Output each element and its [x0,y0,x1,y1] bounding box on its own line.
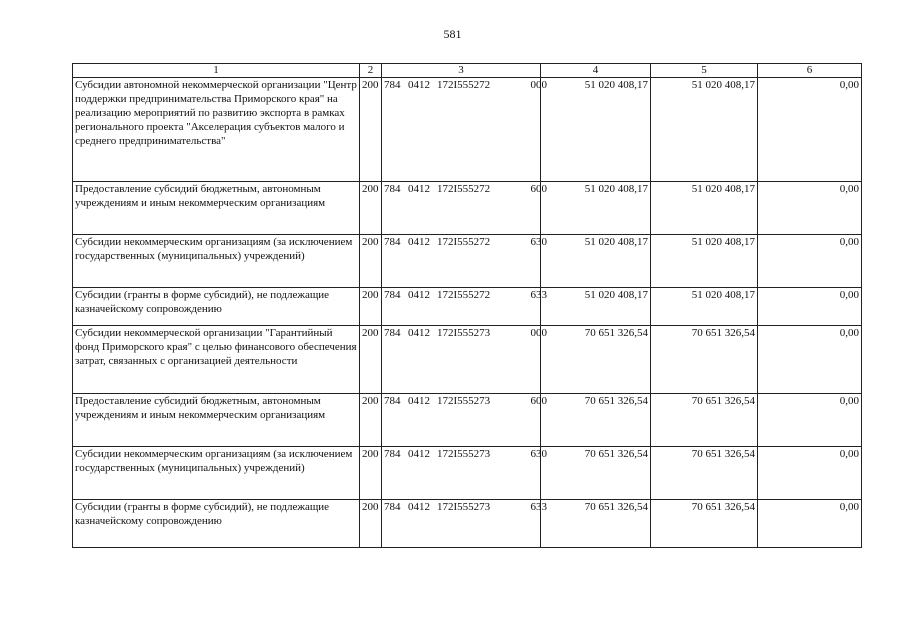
table-row [73,78,862,182]
table-row [73,182,862,235]
row-name-cell: Субсидии некоммерческим организациям (за исключением государственных (муниципальных) учреждений) [73,235,360,288]
grbs-code: 784 [384,395,401,407]
section-code: 0412 [408,448,430,460]
table-row [73,500,862,548]
budget-table [72,63,862,548]
amount-col6-cell: 0,00 [758,235,862,288]
grbs-code: 784 [384,327,401,339]
budget-code-cell [382,235,547,288]
amount-col6-cell: 0,00 [758,394,862,447]
amount-col5-cell: 70 651 326,54 [651,500,758,548]
row-name-cell: Субсидии (гранты в форме субсидий), не подлежащие казначейскому сопровождению [73,288,360,326]
column-header: 6 [758,64,862,78]
amount-col5-cell: 70 651 326,54 [651,447,758,500]
section-code: 0412 [408,289,430,301]
col2-cell: 200 [360,288,382,326]
target-article-code: 172I555272 [437,289,491,301]
col2-cell: 200 [360,394,382,447]
amount-col6-cell: 0,00 [758,326,862,394]
row-name-cell: Субсидии некоммерческой организации "Гарантийный фонд Приморского края" с целью финансового обеспечения затрат, связанных с организацией деятельности [73,326,360,394]
budget-code-cell [382,78,547,182]
col2-cell: 200 [360,326,382,394]
grbs-code: 784 [384,183,401,195]
expense-type-code: 000 [530,79,547,91]
amount-col6-cell: 0,00 [758,182,862,235]
amount-col5-cell: 70 651 326,54 [651,326,758,394]
amount-col5-cell: 51 020 408,17 [651,78,758,182]
grbs-code: 784 [384,289,401,301]
expense-type-code: 000 [530,327,547,339]
row-name-cell: Субсидии автономной некоммерческой организации "Центр поддержки предпринимательства Приморского края" на реализацию мероприятий по развитию экспорта в рамках регионального проекта "Акселерация субъектов малого и среднего предпринимательства" [73,78,360,182]
expense-type-code: 630 [530,448,547,460]
target-article-code: 172I555273 [437,448,491,460]
section-code: 0412 [408,327,430,339]
expense-type-code: 630 [530,236,547,248]
target-article-code: 172I555273 [437,395,491,407]
col2-cell: 200 [360,447,382,500]
amount-col6-cell: 0,00 [758,500,862,548]
table-row [73,235,862,288]
expense-type-code: 633 [530,289,547,301]
amount-col4-cell: 51 020 408,17 [541,288,651,326]
section-code: 0412 [408,395,430,407]
row-name-cell: Предоставление субсидий бюджетным, автономным учреждениям и иным некоммерческим организациям [73,182,360,235]
col2-cell: 200 [360,78,382,182]
page-number: 581 [443,27,462,41]
target-article-code: 172I555272 [437,79,491,91]
amount-col6-cell: 0,00 [758,78,862,182]
amount-col5-cell: 51 020 408,17 [651,235,758,288]
section-code: 0412 [408,183,430,195]
amount-col6-cell: 0,00 [758,447,862,500]
amount-col5-cell: 70 651 326,54 [651,394,758,447]
target-article-code: 172I555273 [437,501,491,513]
budget-code-cell [382,326,547,394]
budget-code-cell [382,394,547,447]
row-name-cell: Предоставление субсидий бюджетным, автономным учреждениям и иным некоммерческим организациям [73,394,360,447]
budget-code-cell [382,182,547,235]
target-article-code: 172I555272 [437,236,491,248]
section-code: 0412 [408,501,430,513]
amount-col4-cell: 70 651 326,54 [541,394,651,447]
amount-col4-cell: 70 651 326,54 [541,326,651,394]
amount-col5-cell: 51 020 408,17 [651,182,758,235]
grbs-code: 784 [384,448,401,460]
column-header: 4 [541,64,651,78]
column-header: 3 [382,64,541,78]
section-code: 0412 [408,79,430,91]
column-header: 2 [360,64,382,78]
budget-code-cell [382,288,547,326]
column-header: 5 [651,64,758,78]
row-name-cell: Субсидии (гранты в форме субсидий), не подлежащие казначейскому сопровождению [73,500,360,548]
grbs-code: 784 [384,501,401,513]
expense-type-code: 633 [530,501,547,513]
budget-code-cell [382,500,547,548]
header-row [73,64,862,78]
table-row [73,447,862,500]
amount-col4-cell: 51 020 408,17 [541,235,651,288]
table-row [73,394,862,447]
expense-type-code: 600 [530,183,547,195]
amount-col5-cell: 51 020 408,17 [651,288,758,326]
col2-cell: 200 [360,500,382,548]
col2-cell: 200 [360,182,382,235]
section-code: 0412 [408,236,430,248]
grbs-code: 784 [384,79,401,91]
target-article-code: 172I555272 [437,183,491,195]
amount-col4-cell: 51 020 408,17 [541,182,651,235]
table-row [73,288,862,326]
row-name-cell: Субсидии некоммерческим организациям (за исключением государственных (муниципальных) учреждений) [73,447,360,500]
amount-col4-cell: 51 020 408,17 [541,78,651,182]
budget-code-cell [382,447,547,500]
col2-cell: 200 [360,235,382,288]
table-row [73,326,862,394]
amount-col6-cell: 0,00 [758,288,862,326]
expense-type-code: 600 [530,395,547,407]
target-article-code: 172I555273 [437,327,491,339]
amount-col4-cell: 70 651 326,54 [541,447,651,500]
grbs-code: 784 [384,236,401,248]
amount-col4-cell: 70 651 326,54 [541,500,651,548]
column-header: 1 [73,64,360,78]
